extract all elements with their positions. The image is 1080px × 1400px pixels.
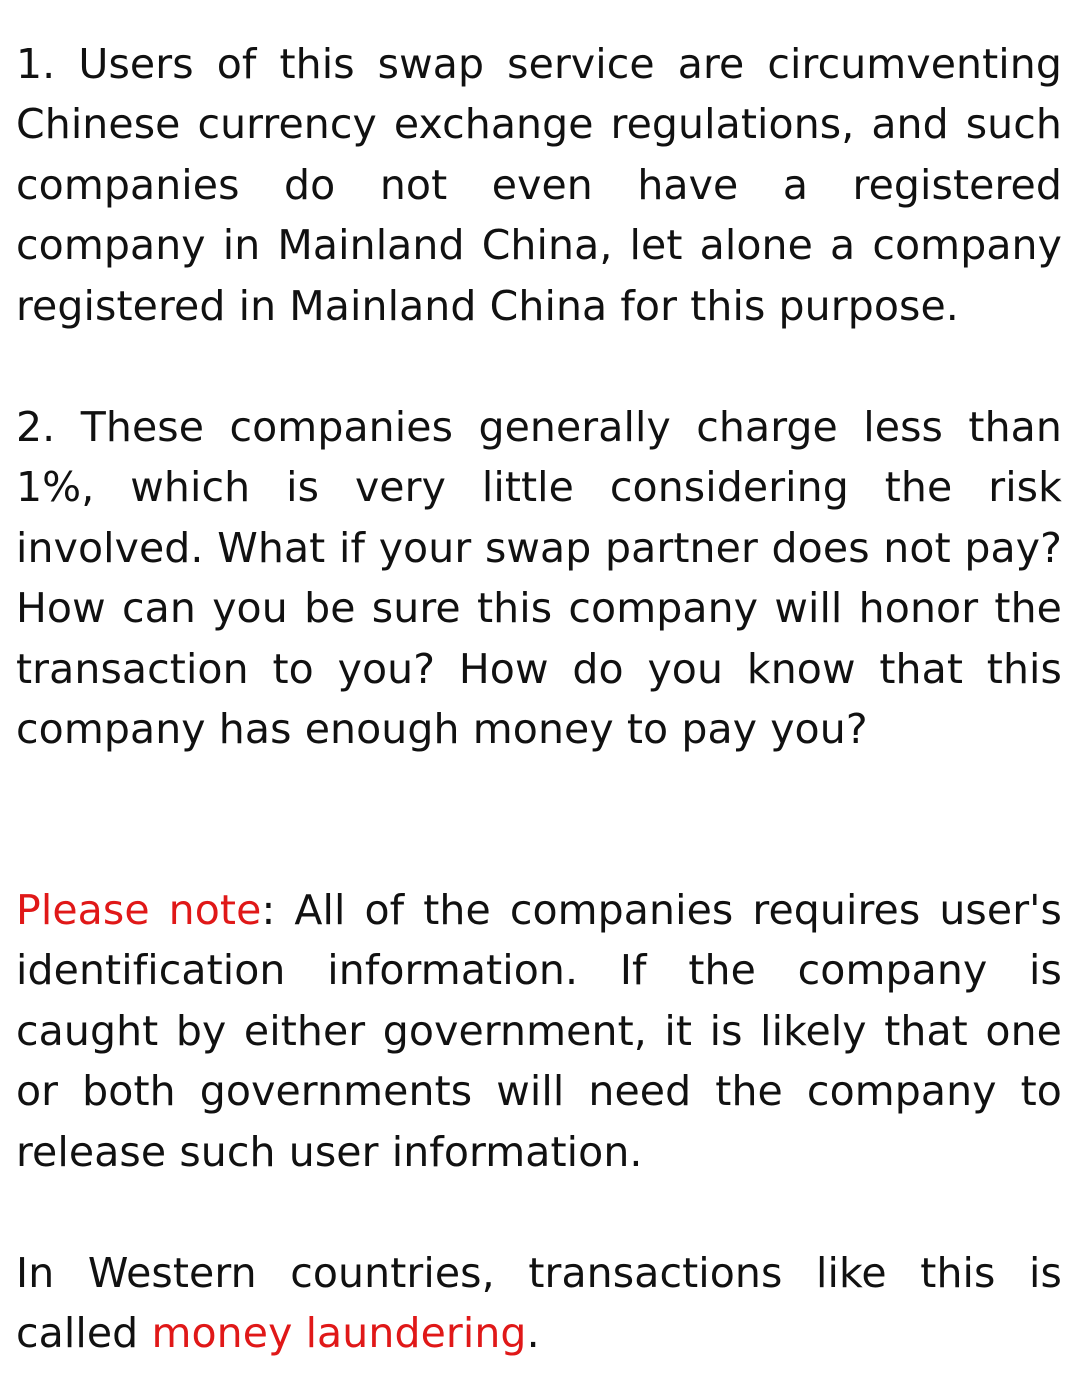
please-note-text: : All of the companies requires user's identification information. If the company is caught by either government, it is likely that one or both governments will need the company to release such user information. — [16, 886, 1062, 1176]
paragraph-please-note — [16, 880, 1062, 1182]
period-text: . — [526, 1309, 540, 1358]
paragraph-money-laundering — [16, 1243, 1062, 1364]
paragraph-swap-risk: 2. These companies generally charge less than 1%, which is very little considering the risk involved. What if your swap partner does not pay? How can you be sure this company will honor the transaction to you? How do you know that this company has enough money to pay you? — [16, 403, 1062, 754]
money-laundering-term: money laundering — [151, 1309, 527, 1358]
paragraph-swap-regulations: 1. Users of this swap service are circumventing Chinese currency exchange regulations, and such companies do not even have a registered company in Mainland China, let alone a company registered in Mainland China for this purpose. — [16, 40, 1062, 330]
please-note-label: Please note — [16, 886, 262, 934]
western-countries-text: In Western countries, transactions like this is called — [16, 1249, 1062, 1358]
